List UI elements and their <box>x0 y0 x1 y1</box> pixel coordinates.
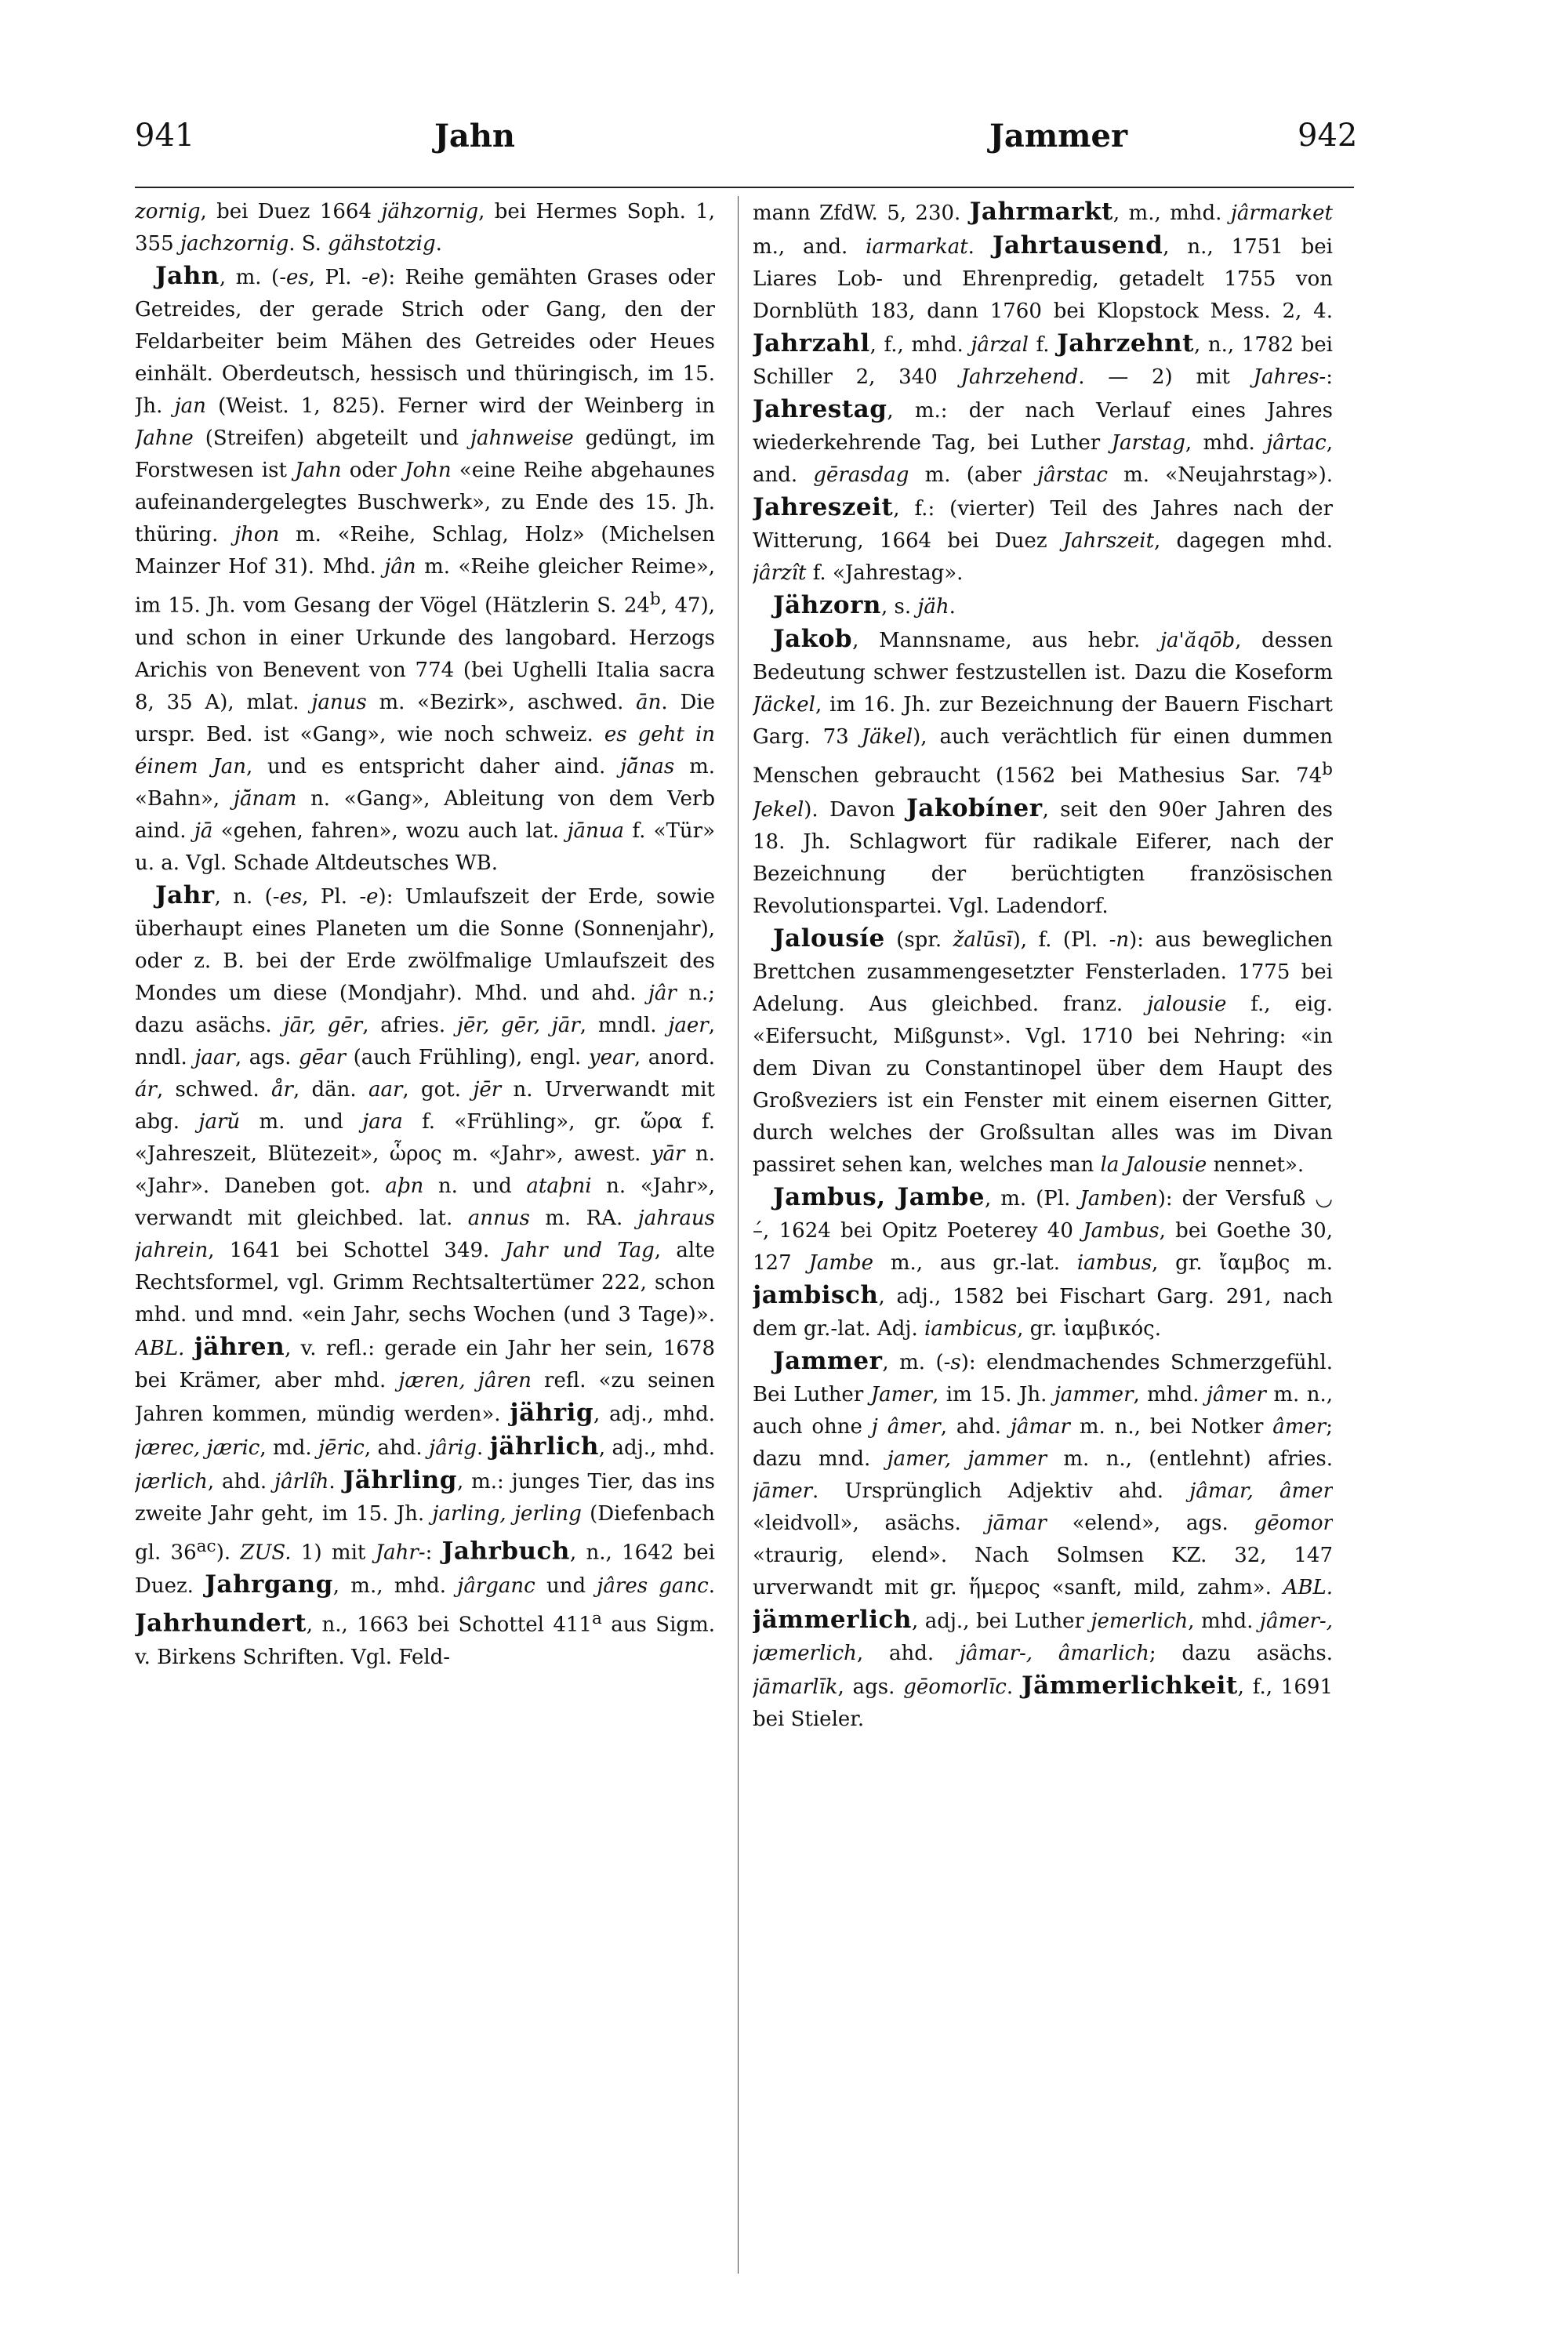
entry-text: m. und <box>240 1109 363 1134</box>
italic-term: iarmarkat <box>866 235 968 259</box>
italic-term: iambus <box>1076 1250 1152 1275</box>
italic-term: Jahr- <box>375 1541 426 1565</box>
entry-text: , mndl. <box>579 1013 669 1037</box>
entry-text: (Weist. 1, 825). Ferner wird der Weinberg in <box>205 394 715 418</box>
italic-term: âmer <box>1272 1414 1327 1439</box>
entry-text: , adj., mhd. <box>593 1402 715 1426</box>
entry-text: , ahd. <box>856 1641 960 1665</box>
entry-text: «eine Reihe abgehaunes aufeinandergelegtes Buschwerk», zu Ende des 15. Jh. thüring. <box>135 459 715 546</box>
entry-text: n. «Jahr». Daneben got. <box>135 1142 715 1198</box>
entry-text: , seit den 90er Jahren des 18. Jh. Schlagwort für radikale Eiferer, nach der Bezeichnung der berüchtigten französischen Revolutionspartei. Vgl. Ladendorf. <box>753 797 1333 918</box>
italic-term: zornig <box>135 200 201 223</box>
entry-text: m. n., (entlehnt) afries. <box>1047 1446 1333 1471</box>
italic-term: Jamer <box>870 1382 933 1406</box>
entry-text: , ags. <box>837 1675 904 1699</box>
italic-term: annus <box>467 1206 530 1230</box>
entry-text: ): aus beweglichen Brettchen zusammengesetzter Fensterladen. 1775 bei Adelung. Aus gleichbed. franz. <box>753 927 1333 1016</box>
entry-text: (Streifen) abgeteilt und <box>193 426 470 450</box>
entry-text: mann ZfdW. 5, 230. <box>753 201 970 225</box>
entry-text <box>878 1415 887 1439</box>
dictionary-entry <box>753 1181 1333 1345</box>
entry-text: ): Reihe gemähten Grases oder Getreides, der gerade Strich oder Gang, den der Feldarbeiter beim Mähen des Getreides oder Heues einhält. Oberdeutsch, hessisch und thüringisch, im 15. Jh. <box>135 266 715 418</box>
entry-text: , and. <box>753 431 1333 487</box>
italic-term: jēr <box>473 1077 502 1102</box>
italic-term: j <box>871 1414 878 1439</box>
entry-text: m. (aber <box>909 463 1038 487</box>
entry-text: und <box>535 1574 597 1599</box>
entry-text: , m.: der nach Verlauf eines Jahres wiederkehrende Tag, bei Luther <box>753 399 1333 455</box>
entry-text: ), f. (Pl. <box>1012 927 1109 952</box>
italic-term: year <box>588 1045 634 1069</box>
entry-text: n. Urverwandt mit abg. <box>135 1077 715 1134</box>
italic-term: jâmer <box>1206 1382 1266 1406</box>
dictionary-entry <box>753 590 1333 623</box>
italic-term: jârzît <box>753 561 807 585</box>
entry-text: nennet». <box>1207 1152 1305 1177</box>
entry-text: a <box>591 1609 602 1629</box>
entry-text: , n., 1751 bei Liares Lob- und Ehrenpredig, getadelt 1755 von Dornblüth 183, dann 1760 bei Klopstock Mess. 2, 4. <box>753 235 1333 323</box>
entry-text: , afries. <box>362 1013 457 1037</box>
italic-term: jaer <box>668 1013 709 1037</box>
entry-text: ac <box>196 1536 216 1556</box>
italic-term: jârtac <box>1266 431 1327 455</box>
entry-text: m. n., bei Notker <box>1070 1414 1273 1439</box>
italic-term: jemerlich <box>1091 1609 1189 1633</box>
entry-text: , alte Rechtsformel, vgl. Grimm Rechtsaltertümer 222, schon mhd. und mnd. «ein Jahr, sechs Wochen (und 3 Tage)». <box>135 1238 715 1327</box>
italic-term: yār <box>651 1142 685 1166</box>
entry-text: (Diefenbach gl. 36 <box>135 1501 715 1565</box>
entry-text: «traurig, elend». Nach Solmsen KZ. 32, 147 urverwandt mit gr. ἥμερος «sanft, mild, zahm». <box>753 1543 1333 1599</box>
entry-text: , bei Hermes Soph. 1, 355 <box>135 200 715 256</box>
entry-text: , f., 1691 bei Stieler. <box>753 1675 1333 1731</box>
dictionary-entry <box>135 880 715 1674</box>
entry-text: b <box>649 590 661 609</box>
entry-text: , dessen Bedeutung schwer festzustellen ist. Dazu die Koseform <box>753 629 1333 684</box>
italic-term: Jahres- <box>1253 365 1327 389</box>
headword: Jambus, Jambe <box>773 1182 985 1211</box>
entry-text: . <box>477 1436 490 1460</box>
entry-text: , v. refl.: gerade ein Jahr her sein, 1678 bei Krämer, aber mhd. <box>135 1336 715 1392</box>
headword: Jahrgang <box>205 1570 333 1599</box>
italic-term: jaar <box>194 1045 235 1069</box>
entry-text: , m.: junges Tier, das ins zweite Jahr geht, im 15. Jh. <box>135 1469 715 1526</box>
entry-text: , ahd. <box>207 1469 275 1494</box>
entry-text: , im 15. Jh. <box>932 1382 1054 1406</box>
italic-term: ZUS. <box>240 1541 292 1565</box>
headword: Jammer <box>773 1346 883 1375</box>
italic-term: jârstac <box>1037 463 1108 487</box>
italic-term: jhon <box>234 523 280 546</box>
entry-text: , dän. <box>292 1077 368 1102</box>
italic-term: jara <box>362 1109 403 1134</box>
entry-text: m. «Bezirk», aschwed. <box>366 690 637 714</box>
entry-text: m., and. <box>753 235 866 259</box>
entry-text: , ahd. <box>364 1436 430 1460</box>
headword: Jahrestag <box>753 395 887 423</box>
entry-text: . <box>328 1469 343 1494</box>
entry-text: m. «Reihe, Schlag, Holz» (Michelsen Mainzer Hof 31). Mhd. <box>135 523 715 579</box>
entry-text: : <box>1326 365 1333 389</box>
entry-text: , n., 1782 bei Schiller 2, 340 <box>753 333 1333 389</box>
entry-text: (spr. <box>884 927 953 952</box>
entry-text: f. <box>1028 333 1058 357</box>
italic-term: âmer <box>887 1414 941 1439</box>
italic-term: ān <box>636 690 662 714</box>
entry-text: , mhd. <box>1188 1609 1260 1633</box>
italic-term: es geht in éinem Jan <box>135 722 715 779</box>
entry-text: , mhd. <box>1185 431 1267 455</box>
italic-term: -e <box>359 884 379 909</box>
italic-term: ABL. <box>135 1336 185 1360</box>
entry-text: n.; dazu asächs. <box>135 981 715 1037</box>
italic-term: jäh <box>917 595 949 619</box>
entry-text: , bei Duez 1664 <box>200 200 382 223</box>
entry-text: m. «Reihe gleicher Reime», im 15. Jh. vom Gesang der Vögel (Hätzlerin S. 24 <box>135 555 715 618</box>
italic-term: jahnweise <box>470 426 574 450</box>
headword: Jahrtausend <box>992 231 1163 260</box>
entry-text: , gr. ἰαμβικός. <box>1017 1316 1162 1341</box>
dictionary-entry <box>135 196 715 260</box>
entry-text <box>184 1337 194 1360</box>
italic-term: gähstotzig <box>328 232 436 256</box>
italic-term: ataþni <box>526 1174 592 1198</box>
entry-text: , f.: (vierter) Teil des Jahres nach der Witterung, 1664 bei Duez <box>753 497 1333 553</box>
entry-text: ): elendmachendes Schmerzgefühl. Bei Luther <box>753 1350 1333 1406</box>
right-page-number: 942 <box>1298 118 1358 154</box>
entry-text: ; dazu asächs. <box>1149 1641 1333 1665</box>
italic-term: jāmar <box>986 1511 1047 1535</box>
entry-text: , und es entspricht daher aind. <box>245 754 621 779</box>
entry-text: , 47), und schon in einer Urkunde des langobard. Herzogs Arichis von Benevent von 774 (bei Ughelli Italia sacra 8, 35 A), mlat. <box>135 593 715 714</box>
italic-term: Jahn <box>295 459 342 482</box>
italic-term: jâmar-, âmarlich <box>959 1641 1149 1665</box>
italic-term: jâr <box>648 981 677 1005</box>
headword: Jahn <box>155 262 220 290</box>
entry-text: , nndl. <box>135 1013 715 1069</box>
entry-text: , s. <box>880 595 918 619</box>
entry-text: . <box>949 595 956 619</box>
dictionary-entry <box>135 260 715 880</box>
entry-text: 1) mit <box>291 1541 376 1565</box>
italic-term: janus <box>311 690 367 714</box>
entry-text: , mhd. <box>1133 1382 1207 1406</box>
italic-term: žalūsī <box>953 927 1013 952</box>
entry-text: , n., 1642 bei Duez. <box>135 1541 715 1599</box>
italic-term: jachzornig <box>180 232 289 256</box>
entry-text: , m. ( <box>219 266 280 289</box>
entry-text: . <box>1006 1675 1022 1699</box>
entry-text: , 1641 bei Schottel 349. <box>208 1238 505 1262</box>
headword: Jährling <box>343 1465 457 1494</box>
entry-text: . S. <box>289 232 328 256</box>
dictionary-entry <box>753 923 1333 1181</box>
italic-term: aþn <box>385 1174 424 1198</box>
italic-term: jârmarket <box>1230 201 1333 225</box>
italic-term: jârlîh <box>274 1469 329 1494</box>
entry-text: f. «Tür» u. a. Vgl. Schade Altdeutsches WB. <box>135 818 715 875</box>
italic-term: gēar <box>299 1045 347 1069</box>
dictionary-entry <box>753 1345 1333 1736</box>
headword: Jahrhundert <box>135 1609 307 1638</box>
italic-term: gēomor <box>1254 1511 1333 1535</box>
entry-text: ; dazu mnd. <box>753 1414 1333 1471</box>
headword: Jahreszeit <box>753 493 894 521</box>
entry-text: , Pl. <box>308 266 362 289</box>
italic-term: jârig <box>429 1436 477 1460</box>
entry-text: aus Sigm. v. Birkens Schriften. Vgl. Feld- <box>135 1613 715 1669</box>
entry-text: , n. ( <box>214 884 273 909</box>
entry-text: , f., mhd. <box>869 333 971 357</box>
italic-term: jāmarlīk <box>753 1675 838 1699</box>
headword: Jakobíner <box>906 793 1043 822</box>
headword: jährig <box>510 1398 594 1427</box>
entry-text: , schwed. <box>156 1077 272 1102</box>
entry-text: n. «Jahr», verwandt mit gleichbed. lat. <box>135 1174 715 1230</box>
italic-term: jærlich <box>135 1469 208 1494</box>
column-divider <box>738 196 739 2274</box>
entry-text: , m., mhd. <box>1112 201 1231 225</box>
italic-term: la Jalousie <box>1100 1152 1207 1177</box>
italic-term: aar <box>368 1077 403 1102</box>
dictionary-entry <box>753 623 1333 923</box>
entry-text: n. «Gang», Ableitung von dem Verb aind. <box>135 786 715 843</box>
entry-text: m. «Bahn», <box>135 754 715 811</box>
headword: Jahrzehnt <box>1057 329 1194 358</box>
entry-text: m. n., auch ohne <box>753 1382 1333 1439</box>
headword: jambisch <box>753 1280 879 1309</box>
entry-text: . Ursprünglich Adjektiv ahd. <box>812 1479 1190 1503</box>
entry-text: , dagegen mhd. <box>1154 529 1333 553</box>
italic-term: Jahrszeit <box>1062 529 1155 553</box>
italic-term: Jäckel <box>753 693 815 717</box>
entry-text: , adj., bei Luther <box>911 1609 1091 1633</box>
entry-text: . <box>435 232 442 256</box>
headword: Jalousíe <box>773 924 885 953</box>
entry-text: gedüngt, im Forstwesen ist <box>135 426 715 482</box>
italic-term: -n <box>1109 927 1130 952</box>
italic-term: jâmer-, jæmerlich <box>753 1609 1333 1665</box>
entry-text: , ags. <box>234 1045 299 1069</box>
italic-term: ja'ăqōb <box>1160 629 1236 652</box>
entry-text: «elend», ags. <box>1046 1511 1254 1535</box>
italic-term: jærec, jæric <box>135 1436 260 1460</box>
entry-text: , ahd. <box>940 1414 1011 1439</box>
entry-text: refl. «zu seinen Jahren kommen, mündig werden». <box>135 1368 715 1426</box>
italic-term: -es <box>279 266 309 289</box>
entry-text: , bei Goethe 30, 127 <box>753 1218 1333 1275</box>
entry-text: , im 16. Jh. zur Bezeichnung der Bauern Fischart Garg. 73 <box>753 693 1333 749</box>
headword: jähren <box>194 1332 285 1361</box>
italic-term: jæren, jâren <box>398 1368 532 1392</box>
entry-text: , n., 1663 bei Schottel 411 <box>306 1613 592 1637</box>
entry-text: , m. ( <box>882 1350 944 1374</box>
headword: jährlich <box>489 1432 599 1461</box>
entry-text: , Mannsname, aus hebr. <box>852 629 1160 652</box>
entry-text: : <box>425 1541 442 1565</box>
entry-text: . — 2) mit <box>1078 365 1254 389</box>
entry-text: «leidvoll», asächs. <box>753 1511 987 1535</box>
italic-term: jēric <box>318 1436 365 1460</box>
italic-term: Jahrzehend <box>960 365 1079 389</box>
entry-text: ). <box>216 1541 241 1565</box>
headword: Jahrzahl <box>753 329 870 358</box>
entry-text: ), auch verächtlich für einen dummen Menschen gebraucht (1562 bei Mathesius Sar. 74 <box>753 725 1333 788</box>
italic-term: gēomorlīc <box>903 1675 1007 1699</box>
italic-term: Jambus <box>1083 1218 1160 1243</box>
entry-text: ): der Versfuß ◡ –́, 1624 bei Opitz Poeterey 40 <box>753 1186 1333 1243</box>
entry-text: , Pl. <box>302 884 360 909</box>
italic-term: jârzal <box>971 333 1029 357</box>
italic-term: Jahr und Tag <box>504 1238 655 1262</box>
italic-term: jammer <box>1054 1382 1134 1406</box>
italic-term: Jahne <box>135 426 194 450</box>
entry-text: . <box>708 1574 715 1599</box>
entry-text: m. RA. <box>529 1206 638 1230</box>
italic-term: -s <box>943 1350 961 1374</box>
entry-text: , m., mhd. <box>332 1574 458 1599</box>
italic-term: jār, gēr <box>283 1013 363 1037</box>
italic-term: Jäkel <box>861 725 913 749</box>
headword: Jahrmarkt <box>969 198 1113 226</box>
entry-text: , m. (Pl. <box>984 1186 1080 1210</box>
left-page-number: 941 <box>135 118 195 154</box>
italic-term: jân <box>384 555 416 579</box>
italic-term: Jekel <box>753 797 804 822</box>
italic-term: Jamben <box>1080 1186 1158 1210</box>
entry-text: (auch Frühling), engl. <box>346 1045 589 1069</box>
entry-text: «gehen, fahren», wozu auch lat. <box>212 818 568 843</box>
italic-term: jarŭ <box>198 1109 241 1134</box>
entry-text: , adj., 1582 bei Fischart Garg. 291, nach dem gr.-lat. Adj. <box>753 1284 1333 1341</box>
entry-text: f. «Jahrestag». <box>806 561 964 585</box>
right-running-head: Jammer <box>989 118 1128 154</box>
italic-term: -es <box>272 884 303 909</box>
entry-text: , anord. <box>633 1045 715 1069</box>
italic-term: jānua <box>567 818 625 843</box>
entry-text: b <box>1322 760 1333 779</box>
headword: Jahr <box>155 880 215 909</box>
italic-term: jâmar, âmer <box>1189 1479 1333 1503</box>
italic-term: jan <box>174 394 206 418</box>
italic-term: jâmar <box>1010 1414 1070 1439</box>
entry-text: ). Davon <box>804 797 907 822</box>
italic-term: -e <box>361 266 381 289</box>
italic-term: Jarstag <box>1111 431 1185 455</box>
italic-term: jāmer <box>753 1479 813 1503</box>
italic-term: ABL. <box>1283 1575 1333 1599</box>
italic-term: jâres ganc <box>597 1574 709 1599</box>
italic-term: jamer, jammer <box>887 1446 1047 1471</box>
header-rule <box>135 187 1354 188</box>
right-column <box>753 196 1333 2258</box>
entry-text: oder <box>341 459 405 482</box>
left-running-head: Jahn <box>434 118 516 154</box>
headword: Jakob <box>773 625 853 653</box>
entry-text: . Die urspr. Bed. ist «Gang», wie noch schweiz. <box>135 690 715 746</box>
italic-term: John <box>405 459 452 482</box>
italic-term: jā <box>194 818 213 843</box>
italic-term: iambicus <box>924 1316 1018 1341</box>
entry-text: , got. <box>402 1077 474 1102</box>
italic-term: jā̆nas <box>620 754 675 779</box>
entry-text: f. «Frühling», gr. ὥρα f. «Jahreszeit, Blütezeit», ὧρος m. «Jahr», awest. <box>135 1109 715 1166</box>
headword: Jahrbuch <box>441 1537 570 1566</box>
headword: jämmerlich <box>753 1605 912 1634</box>
entry-text: , gr. ἴαμβος m. <box>1152 1250 1333 1275</box>
dictionary-entry <box>753 196 1333 590</box>
entry-text: n. und <box>423 1174 527 1198</box>
italic-term: gērasdag <box>813 463 909 487</box>
entry-text: f., eig. «Eifersucht, Mißgunst». Vgl. 1710 bei Nehring: «in dem Divan zu Constantinopel über dem Haupt des Großveziers ist ein Fenster mit einem eisernen Gitter, durch welches der Großsultan alles was im Divan passiret sehen kan, welches man <box>753 992 1333 1177</box>
italic-term: jahraus jahrein <box>135 1206 715 1262</box>
italic-term: jarling, jerling <box>432 1501 582 1526</box>
entry-text: . <box>967 235 993 259</box>
italic-term: jalousie <box>1147 992 1227 1016</box>
italic-term: jähzornig <box>381 200 479 223</box>
entry-text: , md. <box>260 1436 319 1460</box>
entry-text: m. «Neujahrstag»). <box>1107 463 1333 487</box>
italic-term: jā̆nam <box>233 786 297 811</box>
headword: Jämmerlichkeit <box>1021 1671 1238 1700</box>
entry-text: ): Umlaufszeit der Erde, sowie überhaupt eines Planeten um die Sonne (Sonnenjahr), oder z. B. bei der Erde zwölfmalige Umlaufszeit des Mondes um diese (Mondjahr). Mhd. und ahd. <box>135 884 715 1005</box>
italic-term: jēr, gēr, jār <box>456 1013 580 1037</box>
italic-term: Jambe <box>808 1250 874 1275</box>
headword: Jähzorn <box>773 591 881 619</box>
entry-text: , adj., mhd. <box>598 1436 715 1460</box>
italic-term: år <box>271 1077 293 1102</box>
italic-term: ár <box>135 1077 157 1102</box>
entry-text: m., aus gr.-lat. <box>873 1250 1077 1275</box>
left-column <box>135 196 715 2258</box>
italic-term: jârganc <box>457 1574 535 1599</box>
